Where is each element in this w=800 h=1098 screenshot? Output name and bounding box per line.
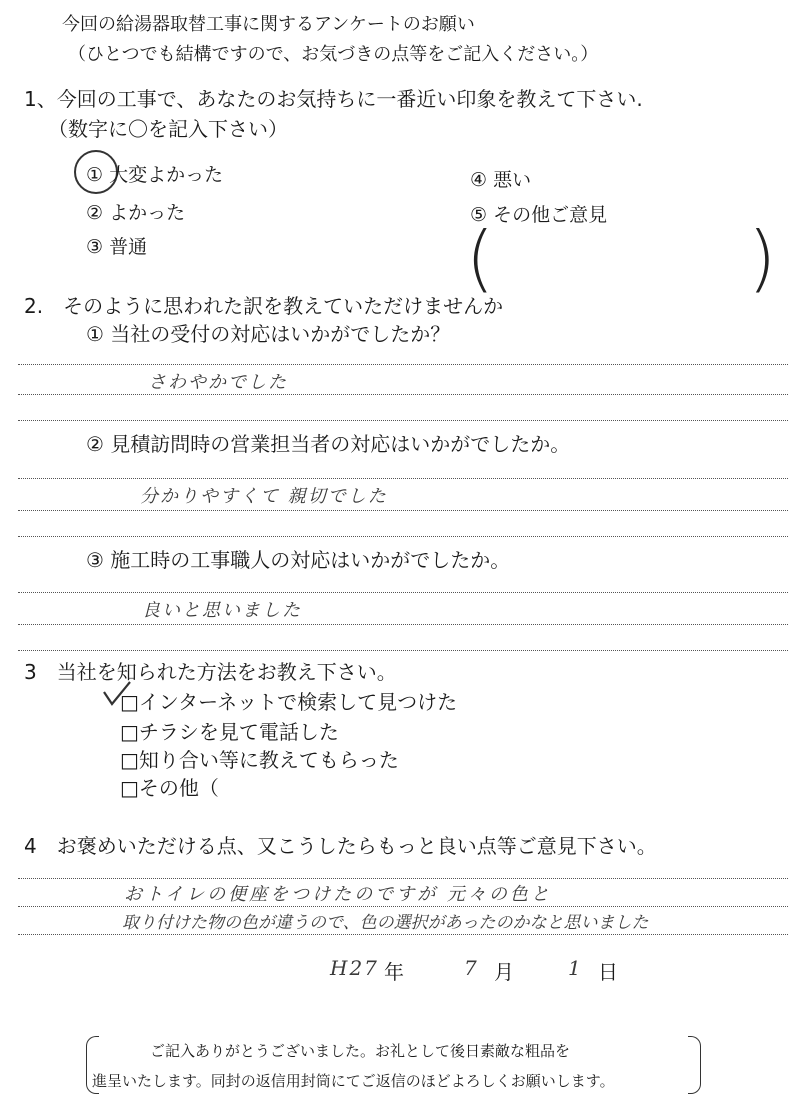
footer-line2: 進呈いたします。同封の返信用封筒にてご返信のほどよろしくお願いします。 (92, 1072, 615, 1090)
answer-line (18, 510, 788, 511)
q1-option-5[interactable]: ⑤ その他ご意見 (470, 204, 608, 226)
q3-option-flyer[interactable]: □チラシを見て電話した (120, 720, 339, 744)
answer-line (18, 906, 788, 907)
answer-line (18, 394, 788, 395)
footer-right-bracket (688, 1036, 701, 1094)
q1-option-2[interactable]: ② よかった (86, 202, 186, 224)
q1-option-3[interactable]: ③ 普通 (86, 236, 148, 258)
date-year-label: 年 (384, 960, 404, 984)
answer-line (18, 478, 788, 479)
answer-line (18, 420, 788, 421)
q1-instruction: （数字に〇を記入下さい） (48, 117, 288, 141)
q4-answer-line1[interactable]: おトイレの便座をつけたのですが 元々の色と (124, 884, 552, 905)
q2-sub1-question: ① 当社の受付の対応はいかがでしたか？ (86, 322, 451, 346)
q2-sub2-answer[interactable]: 分かりやすくて 親切でした (140, 486, 388, 507)
q3-option-other[interactable]: □その他（ (120, 776, 219, 800)
q1-question: 1、今回の工事で、あなたのお気持ちに一番近い印象を教えて下さい. (24, 87, 643, 111)
other-opinion-open-paren: ( (466, 216, 495, 300)
answer-line (18, 364, 788, 365)
q2-sub3-answer[interactable]: 良いと思いました (142, 600, 302, 621)
other-opinion-close-paren: ) (748, 216, 777, 300)
answer-line (18, 878, 788, 879)
answer-line (18, 650, 788, 651)
date-day[interactable]: 1 (568, 956, 583, 980)
form-subtitle: （ひとつでも結構ですので、お気づきの点等をご記入ください。） (68, 44, 599, 65)
date-day-label: 日 (598, 960, 618, 984)
q2-sub2-question: ② 見積訪問時の営業担当者の対応はいかがでしたか。 (86, 432, 571, 456)
footer-line1: ご記入ありがとうございました。お礼として後日素敵な粗品を (150, 1042, 571, 1060)
q2-sub1-answer[interactable]: さわやかでした (148, 372, 288, 393)
q2-sub3-question: ③ 施工時の工事職人の対応はいかがでしたか。 (86, 548, 511, 572)
date-month[interactable]: 7 (464, 956, 479, 980)
answer-line (18, 624, 788, 625)
date-era-year[interactable]: H27 (330, 956, 379, 980)
q3-option-acquaintance[interactable]: □知り合い等に教えてもらった (120, 748, 399, 772)
answer-line (18, 934, 788, 935)
answer-line (18, 536, 788, 537)
q2-question: 2. そのように思われた訳を教えていただけませんか (24, 294, 504, 318)
q1-option-4[interactable]: ④ 悪い (470, 169, 532, 191)
q3-option-internet[interactable]: □インターネットで検索して見つけた (120, 690, 458, 714)
answer-line (18, 592, 788, 593)
date-month-label: 月 (494, 960, 514, 984)
form-title: 今回の給湯器取替工事に関するアンケートのお願い (62, 14, 475, 35)
q3-question: 3 当社を知られた方法をお教え下さい。 (24, 660, 397, 684)
q1-option-1[interactable]: ① 大変よかった (86, 164, 224, 186)
q4-answer-line2[interactable]: 取り付けた物の色が違うので、色の選択があったのかなと思いました (122, 913, 649, 933)
q4-question: 4 お褒めいただける点、又こうしたらもっと良い点等ご意見下さい。 (24, 834, 657, 858)
